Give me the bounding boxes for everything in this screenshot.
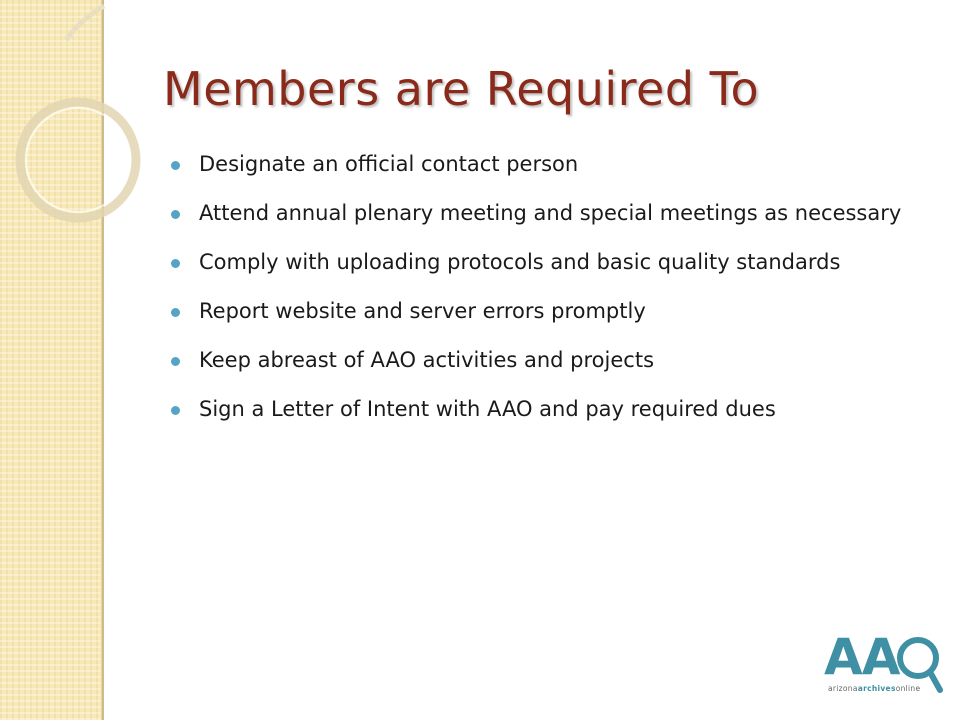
- slide-title: Members are Required To: [163, 62, 760, 116]
- bullet-dot-icon: [171, 308, 180, 317]
- bullet-text: Sign a Letter of Intent with AAO and pay required dues: [199, 397, 776, 421]
- bullet-text: Report website and server errors promptly: [199, 299, 646, 323]
- list-item: [163, 299, 933, 323]
- logo-subtitle-prefix: arizona: [828, 684, 858, 693]
- bullet-dot-icon: [171, 161, 180, 170]
- logo-subtitle: [828, 684, 920, 693]
- list-item: [163, 397, 933, 421]
- list-item: [163, 152, 933, 176]
- bullet-text: Keep abreast of AAO activities and projects: [199, 348, 655, 372]
- bullet-dot-icon: [171, 210, 180, 219]
- logo-subtitle-accent: archives: [857, 684, 896, 693]
- logo-subtitle-suffix: online: [895, 684, 921, 693]
- list-item: [163, 201, 933, 225]
- bullet-dot-icon: [171, 357, 180, 366]
- logo-letters: AA: [824, 628, 900, 686]
- list-item: [163, 250, 933, 274]
- bullet-text: Comply with uploading protocols and basic quality standards: [199, 250, 841, 274]
- bullet-text: Designate an official contact person: [199, 152, 579, 176]
- list-item: [163, 348, 933, 372]
- aao-logo: [820, 630, 945, 700]
- bullet-text: Attend annual plenary meeting and special meetings as necessary: [199, 201, 902, 225]
- bullet-dot-icon: [171, 259, 180, 268]
- bullet-dot-icon: [171, 406, 180, 415]
- bullet-list: [163, 152, 933, 446]
